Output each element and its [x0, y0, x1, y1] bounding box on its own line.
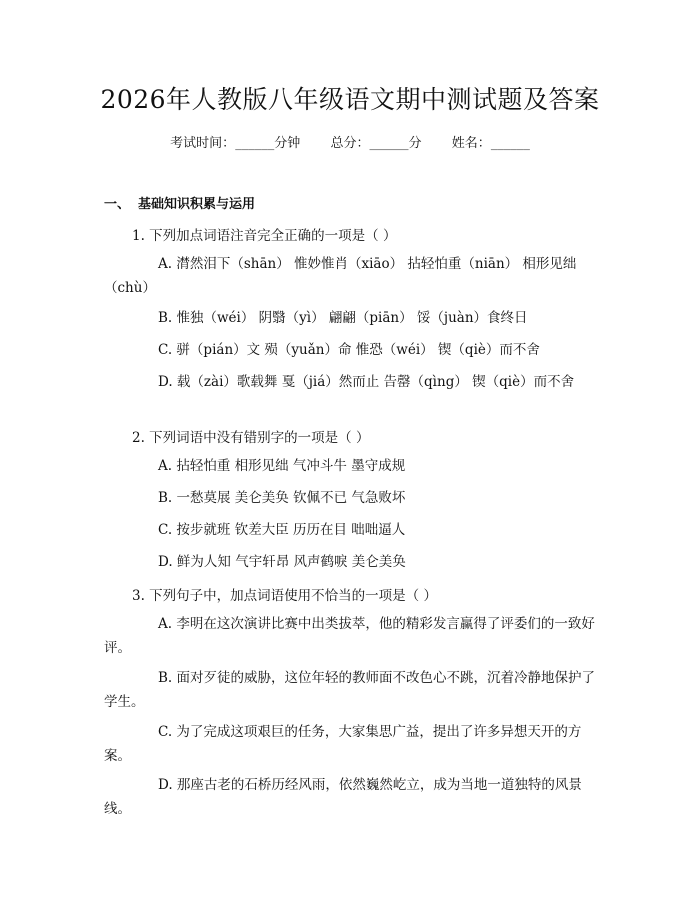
question-1-option-b: B. 惟独（wéi） 阴翳（yì） 翩翩（piān） 馁（juàn）食终日 — [158, 310, 528, 326]
question-1-option-a: A. 潸然泪下（shān） 惟妙惟肖（xiāo） 拈轻怕重（niān） 相形见绌（chù） — [104, 256, 577, 296]
name-label: 姓名： — [451, 136, 491, 151]
question-2-option-c: C. 按步就班 钦差大臣 历历在目 咄咄逼人 — [158, 522, 406, 538]
section-heading — [104, 193, 255, 212]
question-1-option-c: C. 骈（pián）文 殒（yuǎn）命 惟恐（wéi） 锲（qiè）而不舍 — [158, 342, 540, 358]
time-unit: 分钟 — [274, 136, 301, 151]
question-2-option-d: D. 鲜为人知 气宇轩昂 风声鹤唳 美仑美奂 — [158, 554, 406, 570]
exam-info-line — [0, 132, 700, 151]
question-1-option-d: D. 载（zài）歌载舞 戛（jiá）然而止 告罄（qìng） 锲（qiè）而不舍 — [158, 374, 575, 390]
time-label: 考试时间： — [170, 136, 236, 151]
question-1-stem: 1. 下列加点词语注音完全正确的一项是（ ） — [132, 228, 397, 244]
question-2-option-a: A. 拈轻怕重 相形见绌 气冲斗牛 墨守成规 — [158, 458, 406, 474]
score-unit: 分 — [408, 136, 422, 151]
question-2-stem: 2. 下列词语中没有错别字的一项是（ ） — [132, 430, 370, 446]
question-3-option-a: A. 李明在这次演讲比赛中出类拔萃，他的精彩发言赢得了评委们的一致好评。 — [104, 616, 595, 656]
name-blank: ______ — [490, 136, 530, 151]
question-3-stem: 3. 下列句子中，加点词语使用不恰当的一项是（ ） — [132, 588, 437, 604]
section-title: 基础知识积累与运用 — [138, 197, 256, 212]
question-3-option-b: B. 面对歹徒的威胁，这位年轻的教师面不改色心不跳，沉着冷静地保护了学生。 — [104, 670, 596, 710]
section-number: 一、 — [104, 197, 131, 212]
page-title: 2026年人教版八年级语文期中测试题及答案 — [100, 85, 600, 114]
time-blank: ______ — [235, 136, 275, 151]
question-3-option-c: C. 为了完成这项艰巨的任务，大家集思广益，提出了许多异想天开的方案。 — [104, 724, 582, 764]
question-2-option-b: B. 一愁莫展 美仑美奂 钦佩不已 气急败坏 — [158, 490, 406, 506]
score-label: 总分： — [330, 136, 370, 151]
score-blank: ______ — [369, 136, 409, 151]
question-3-option-d: D. 那座古老的石桥历经风雨，依然巍然屹立，成为当地一道独特的风景线。 — [104, 777, 582, 817]
